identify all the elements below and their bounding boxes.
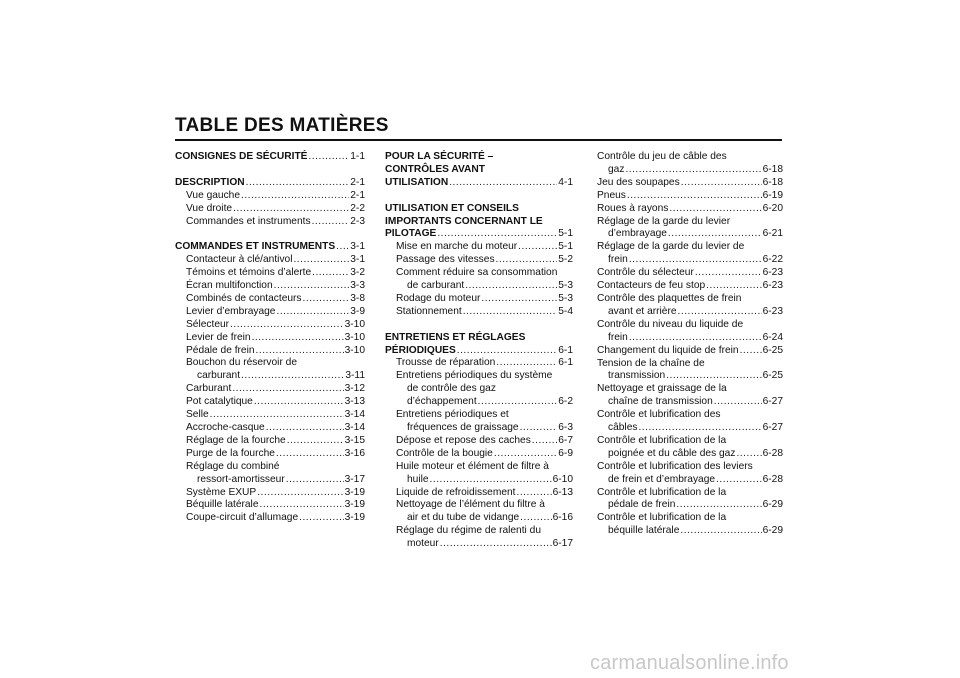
toc-page-number: 2-1 [350,176,365,188]
toc-entry[interactable] [385,474,573,487]
toc-entry[interactable] [175,345,365,358]
toc-column-3 [597,151,783,538]
toc-entry[interactable] [175,241,365,254]
toc-page-number: 2-1 [350,189,365,201]
toc-leader-dots [254,396,344,409]
toc-leader-dots [520,512,551,525]
toc-entry-label: PÉRIODIQUES [385,344,456,356]
toc-line: Contrôle et lubrification de la [597,512,727,524]
toc-entry[interactable] [175,435,365,448]
toc-page-number: 2-3 [350,215,365,227]
toc-entry-label: carburant [197,370,241,382]
toc-entry-label: Sélecteur [186,318,230,330]
toc-page-number: 6-7 [558,434,573,446]
toc-leader-dots [680,525,761,538]
toc-gap [175,228,365,241]
toc-entry-label: de frein et d’embrayage [608,473,716,485]
toc-entry-label: pédale de frein [608,499,676,511]
toc-entry[interactable] [385,293,573,306]
toc-entry[interactable] [597,177,783,190]
toc-entry-label: de carburant [407,280,465,292]
toc-page-number: 3-9 [350,305,365,317]
toc-leader-dots [629,254,762,267]
title-rule [175,139,782,141]
toc-entry[interactable] [385,280,573,293]
toc-page-number: 2-2 [350,202,365,214]
toc-line: de contrôle des gaz [407,383,496,395]
toc-entry-label: chaîne de transmission [608,396,713,408]
toc-entry-label: Levier de frein [186,331,251,343]
toc-entry-label: Dépose et repose des caches [396,434,531,446]
toc-gap [385,319,573,332]
toc-line: Huile moteur et élément de filtre à [396,460,549,472]
toc-page-number: 3-19 [344,486,365,498]
toc-page-number: 5-4 [558,305,573,317]
toc-leader-dots [695,267,762,280]
toc-entry[interactable] [385,396,573,409]
toc-leader-dots [287,435,344,448]
toc-entry[interactable] [175,319,365,332]
toc-entry-label: Stationnement [396,305,462,317]
toc-entry-label: UTILISATION [385,176,449,188]
toc-leader-dots [627,190,762,203]
toc-entry[interactable] [175,396,365,409]
toc-page-number: 3-10 [344,318,365,330]
toc-line: UTILISATION ET CONSEILS [385,202,519,214]
toc-leader-dots [714,396,762,409]
toc-page-number: 3-17 [344,473,365,485]
toc-entry[interactable] [597,306,783,319]
toc-leader-dots [437,228,557,241]
toc-leader-dots [430,474,552,487]
toc-entry[interactable] [385,345,573,358]
toc-entry-label: Vue gauche [186,189,241,201]
toc-entry[interactable] [175,203,365,216]
toc-line: Bouchon du réservoir de [186,357,297,369]
toc-leader-dots [638,422,761,435]
toc-entry[interactable] [385,228,573,241]
toc-entry[interactable] [175,190,365,203]
toc-entry-label: Mise en marche du moteur [396,241,518,253]
toc-leader-dots [496,357,557,370]
toc-entry[interactable] [385,487,573,500]
toc-leader-dots [463,306,558,319]
toc-entry[interactable] [385,422,573,435]
toc-leader-dots [233,203,349,216]
toc-entry-label: poignée et du câble des gaz [608,447,736,459]
toc-page-number: 6-21 [762,228,783,240]
toc-leader-dots [625,164,761,177]
toc-entry-label: d’embrayage [608,228,667,240]
toc-entry-label: frein [608,331,628,343]
toc-leader-dots [276,448,344,461]
toc-entry[interactable] [597,370,783,383]
toc-line: POUR LA SÉCURITÉ – [385,151,494,162]
toc-page-number: 5-3 [558,292,573,304]
toc-page-number: 3-1 [350,241,365,253]
toc-page-number: 3-13 [344,396,365,408]
toc-leader-dots [293,254,349,267]
toc-page-number: 3-19 [344,512,365,524]
toc-leader-dots [465,280,557,293]
toc-entry-label: Levier d’embrayage [186,305,276,317]
toc-column-2 [385,151,573,551]
toc-entry[interactable] [385,538,573,551]
toc-entry[interactable] [385,357,573,370]
toc-leader-dots [716,474,762,487]
toc-entry-label: Combinés de contacteurs [186,292,302,304]
toc-entry-label: moteur [407,538,439,550]
toc-page-number: 6-2 [558,396,573,408]
toc-entry[interactable] [175,151,365,164]
toc-leader-dots [256,345,344,358]
toc-leader-dots [257,487,343,500]
toc-page-number: 5-2 [558,254,573,266]
toc-leader-dots [252,332,344,345]
toc-page-number: 6-9 [558,447,573,459]
toc-entry-label: Passage des vitesses [396,254,495,266]
toc-entry[interactable] [597,525,783,538]
toc-entry[interactable] [175,267,365,280]
toc-entry[interactable] [175,280,365,293]
toc-entry[interactable] [175,383,365,396]
toc-leader-dots [666,370,761,383]
toc-entry[interactable] [175,487,365,500]
toc-page-number: 6-27 [762,422,783,434]
toc-leader-dots [478,396,558,409]
toc-page-number: 6-19 [762,189,783,201]
toc-page-number: 6-1 [558,344,573,356]
toc-page-number: 6-28 [762,473,783,485]
toc-entry[interactable] [175,293,365,306]
toc-entry-label: Pot catalytique [186,396,253,408]
toc-line: Contrôle du niveau du liquide de [597,318,744,330]
toc-line: Réglage de la garde du levier [597,215,731,227]
toc-line: IMPORTANTS CONCERNANT LE [385,215,543,227]
toc-leader-dots [496,254,558,267]
toc-entry-label: Pneus [597,189,626,201]
toc-entry[interactable] [385,241,573,254]
toc-leader-dots [457,345,558,358]
toc-page-number: 6-27 [762,396,783,408]
toc-entry-label: Rodage du moteur [396,292,481,304]
toc-leader-dots [303,293,350,306]
toc-page-number: 3-14 [344,409,365,421]
toc-page-number: 3-1 [350,254,365,266]
toc-entry[interactable] [175,499,365,512]
toc-leader-dots [736,448,761,461]
toc-line: Contrôle et lubrification des leviers [597,460,753,472]
toc-entry[interactable] [175,254,365,267]
toc-leader-dots [308,151,349,164]
toc-entry-label: Trousse de réparation [396,357,496,369]
toc-entry-label: Système EXUP [186,486,257,498]
toc-entry[interactable] [175,306,365,319]
toc-entry-label: Changement du liquide de frein [597,344,739,356]
toc-page-number: 6-23 [762,280,783,292]
toc-entry[interactable] [175,370,365,383]
toc-line: Entretiens périodiques et [396,409,509,421]
toc-leader-dots [668,228,762,241]
toc-entry[interactable] [175,448,365,461]
toc-entry[interactable] [597,332,783,345]
toc-entry-label: Contrôle du sélecteur [597,267,694,279]
toc-entry-label: PILOTAGE [385,228,437,240]
toc-leader-dots [520,422,558,435]
toc-page-number: 6-3 [558,422,573,433]
toc-line: Contrôle et lubrification des [597,409,721,421]
toc-entry-label: Liquide de refroidissement [396,486,516,498]
toc-leader-dots [681,177,762,190]
toc-page-number: 6-22 [762,254,783,266]
toc-entry[interactable] [597,164,783,177]
toc-entry[interactable] [597,345,783,358]
toc-page-number: 5-1 [558,228,573,240]
toc-leader-dots [669,203,761,216]
toc-entry-label: Écran multifonction [186,280,273,292]
toc-line: Contrôle du jeu de câble des [597,151,727,162]
toc-entry-label: ressort-amortisseur [197,473,285,485]
toc-page-number: 4-1 [558,176,573,188]
toc-leader-dots [274,280,350,293]
toc-leader-dots [629,332,762,345]
toc-leader-dots [210,409,344,422]
toc-leader-dots [532,435,557,448]
page-title: TABLE DES MATIÈRES [175,115,389,136]
toc-leader-dots [440,538,552,551]
toc-page-number: 1-1 [350,151,365,162]
toc-leader-dots [449,177,557,190]
toc-entry-label: Commandes et instruments [186,215,311,227]
toc-entry-label: Accroche-casque [186,422,265,433]
toc-page-number: 3-16 [344,447,365,459]
toc-page-number: 6-10 [552,473,573,485]
toc-leader-dots [517,487,552,500]
toc-entry[interactable] [385,512,573,525]
toc-entry-label: béquille latérale [608,525,680,537]
toc-page-number: 6-16 [552,512,573,524]
toc-column-1 [175,151,365,525]
toc-entry-label: Roues à rayons [597,202,669,214]
toc-entry[interactable] [385,435,573,448]
toc-entry-label: Jeu des soupapes [597,176,680,188]
toc-entry-label: COMMANDES ET INSTRUMENTS [175,241,336,253]
toc-entry-label: frein [608,254,628,266]
toc-entry[interactable] [597,422,783,435]
toc-entry-label: Vue droite [186,202,233,214]
toc-page-number: 5-1 [558,241,573,253]
toc-entry[interactable] [597,280,783,293]
toc-page-number: 3-19 [344,499,365,511]
toc-entry[interactable] [175,332,365,345]
toc-leader-dots [740,345,762,358]
toc-entry[interactable] [597,448,783,461]
toc-page-number: 3-2 [350,267,365,279]
toc-entry-label: Coupe-circuit d’allumage [186,512,299,524]
toc-line: Nettoyage et graissage de la [597,383,727,395]
toc-entry[interactable] [175,474,365,487]
toc-entry-label: DESCRIPTION [175,176,245,188]
toc-page-number: 6-25 [762,344,783,356]
toc-entry-label: CONSIGNES DE SÉCURITÉ [175,151,308,162]
toc-leader-dots [481,293,557,306]
toc-page-number: 6-24 [762,331,783,343]
toc-page-number: 3-10 [344,331,365,343]
toc-entry-label: Selle [186,409,209,421]
toc-leader-dots [266,422,344,435]
toc-leader-dots [678,306,762,319]
toc-page-number: 3-8 [350,292,365,304]
toc-entry-label: Contacteur à clé/antivol [186,254,293,266]
toc-page-number: 3-15 [344,434,365,446]
toc-page-number: 6-23 [762,267,783,279]
toc-entry[interactable] [597,190,783,203]
toc-line: Tension de la chaîne de [597,357,705,369]
toc-leader-dots [312,267,349,280]
toc-page-number: 6-28 [762,447,783,459]
toc-leader-dots [230,319,344,332]
toc-line: Réglage du combiné [186,460,280,472]
toc-line: Réglage de la garde du levier de [597,241,745,253]
toc-line: Contrôle et lubrification de la [597,486,727,498]
toc-page-number: 3-11 [345,370,365,382]
toc-page-number: 5-3 [558,280,573,292]
toc-entry-label: Béquille latérale [186,499,259,511]
toc-entry[interactable] [175,422,365,435]
toc-page-number: 6-13 [552,486,573,498]
toc-line: CONTRÔLES AVANT [385,163,485,175]
toc-line: Contrôle et lubrification de la [597,434,727,446]
toc-entry[interactable] [385,177,573,190]
toc-page-number: 3-12 [344,383,365,395]
toc-entry[interactable] [175,512,365,525]
toc-leader-dots [241,190,349,203]
toc-entry-label: Réglage de la fourche [186,434,286,446]
toc-line: Contrôle des plaquettes de frein [597,292,742,304]
toc-page-number: 3-14 [344,422,365,433]
toc-entry-label: air et du tube de vidange [407,512,520,524]
watermark-text: carmanualsonline.info [590,652,789,674]
toc-page-number: 6-1 [558,357,573,369]
toc-entry[interactable] [175,177,365,190]
toc-leader-dots [676,499,761,512]
toc-entry-label: Témoins et témoins d’alerte [186,267,312,279]
toc-entry[interactable] [597,474,783,487]
toc-leader-dots [260,499,344,512]
toc-page-number: 6-17 [552,538,573,550]
toc-entry[interactable] [175,216,365,229]
toc-line: Nettoyage de l’élément du filtre à [396,499,545,511]
toc-entry[interactable] [597,254,783,267]
toc-leader-dots [241,370,344,383]
toc-entry-label: avant et arrière [608,305,677,317]
toc-entry[interactable] [597,499,783,512]
toc-entry-label: Purge de la fourche [186,447,275,459]
toc-entry[interactable] [385,448,573,461]
toc-line: Réglage du régime de ralenti du [396,525,541,537]
toc-entry[interactable] [385,306,573,319]
toc-page-number: 6-29 [762,525,783,537]
toc-leader-dots [706,280,761,293]
toc-leader-dots [299,512,343,525]
toc-entry[interactable] [597,267,783,280]
toc-page-number: 6-29 [762,499,783,511]
toc-entry-label: Carburant [186,383,232,395]
toc-entry-label: gaz [608,163,625,175]
toc-page-number: 6-18 [762,163,783,175]
toc-entry-label: Contrôle de la bougie [396,447,493,459]
toc-entry[interactable] [597,396,783,409]
toc-page-number: 3-3 [350,280,365,292]
toc-entry-label: d’échappement [407,396,477,408]
toc-page-number: 6-23 [762,305,783,317]
toc-gap [385,190,573,203]
toc-leader-dots [246,177,350,190]
toc-entry-label: huile [407,473,429,485]
toc-leader-dots [286,474,344,487]
toc-leader-dots [518,241,557,254]
toc-gap [175,164,365,177]
toc-leader-dots [336,241,349,254]
toc-entry[interactable] [175,409,365,422]
toc-leader-dots [276,306,349,319]
toc-page-number: 6-25 [762,370,783,382]
toc-page-number: 6-18 [762,176,783,188]
toc-leader-dots [312,216,350,229]
toc-entry-label: fréquences de graissage [407,422,519,433]
toc-entry-label: câbles [608,422,638,434]
toc-entry[interactable] [385,254,573,267]
toc-line: Entretiens périodiques du système [396,370,553,382]
toc-page-number: 3-10 [344,344,365,356]
toc-leader-dots [232,383,343,396]
toc-leader-dots [494,448,557,461]
toc-entry-label: Contacteurs de feu stop [597,280,706,292]
toc-line: ENTRETIENS ET RÉGLAGES [385,331,526,343]
toc-entry[interactable] [597,203,783,216]
toc-line: Comment réduire sa consommation [396,267,558,279]
toc-entry-label: Pédale de frein [186,344,255,356]
toc-entry-label: transmission [608,370,666,382]
toc-page-number: 6-20 [762,202,783,214]
toc-entry[interactable] [597,228,783,241]
